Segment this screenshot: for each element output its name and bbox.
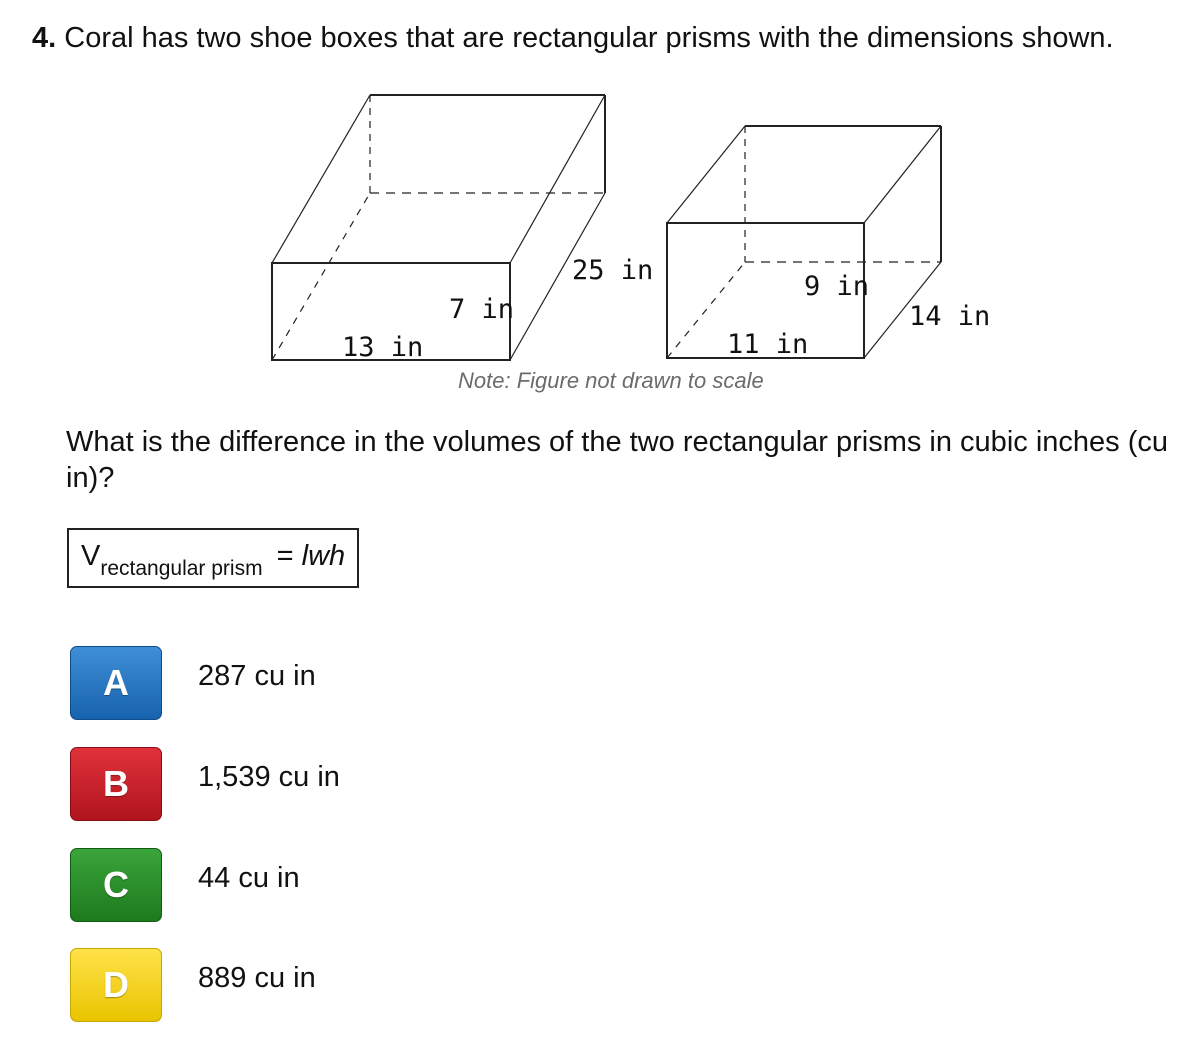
figure-note: Note: Figure not drawn to scale: [458, 368, 764, 393]
formula-variable: V: [81, 540, 101, 572]
prism-1-height-label: 7 in: [449, 294, 515, 325]
choice-b[interactable]: [70, 747, 670, 823]
prism-2-height-label: 9 in: [804, 271, 870, 302]
prism-1: [272, 95, 605, 360]
formula-expression: lwh: [301, 540, 346, 572]
choice-c-badge[interactable]: C: [70, 848, 162, 922]
question-number: 4.: [32, 22, 57, 54]
question-prompt: What is the difference in the volumes of the two rectangular prisms in cubic inches (cu in)?: [66, 426, 1168, 494]
prism-1-width-label: 25 in: [572, 255, 654, 286]
prism-2-width-label: 14 in: [909, 301, 991, 332]
choice-a[interactable]: [70, 646, 670, 722]
choice-d[interactable]: [70, 948, 670, 1024]
prism-2: [667, 126, 941, 358]
choice-c[interactable]: [70, 848, 670, 924]
choice-d-badge[interactable]: D: [70, 948, 162, 1022]
choice-c-text[interactable]: 44 cu in: [198, 862, 300, 894]
choice-a-text[interactable]: 287 cu in: [198, 660, 316, 692]
choice-b-badge[interactable]: B: [70, 747, 162, 821]
choice-a-badge[interactable]: A: [70, 646, 162, 720]
formula-equals: =: [276, 540, 294, 572]
prisms-figure: [0, 0, 1200, 400]
choice-b-text[interactable]: 1,539 cu in: [198, 761, 340, 793]
formula-subscript: rectangular prism: [100, 557, 263, 580]
prism-1-length-label: 13 in: [342, 332, 424, 363]
question-text: Coral has two shoe boxes that are rectangular prisms with the dimensions shown.: [64, 22, 1114, 54]
choice-d-text[interactable]: 889 cu in: [198, 962, 316, 994]
formula-box: [67, 528, 359, 588]
prism-2-length-label: 11 in: [727, 329, 809, 360]
